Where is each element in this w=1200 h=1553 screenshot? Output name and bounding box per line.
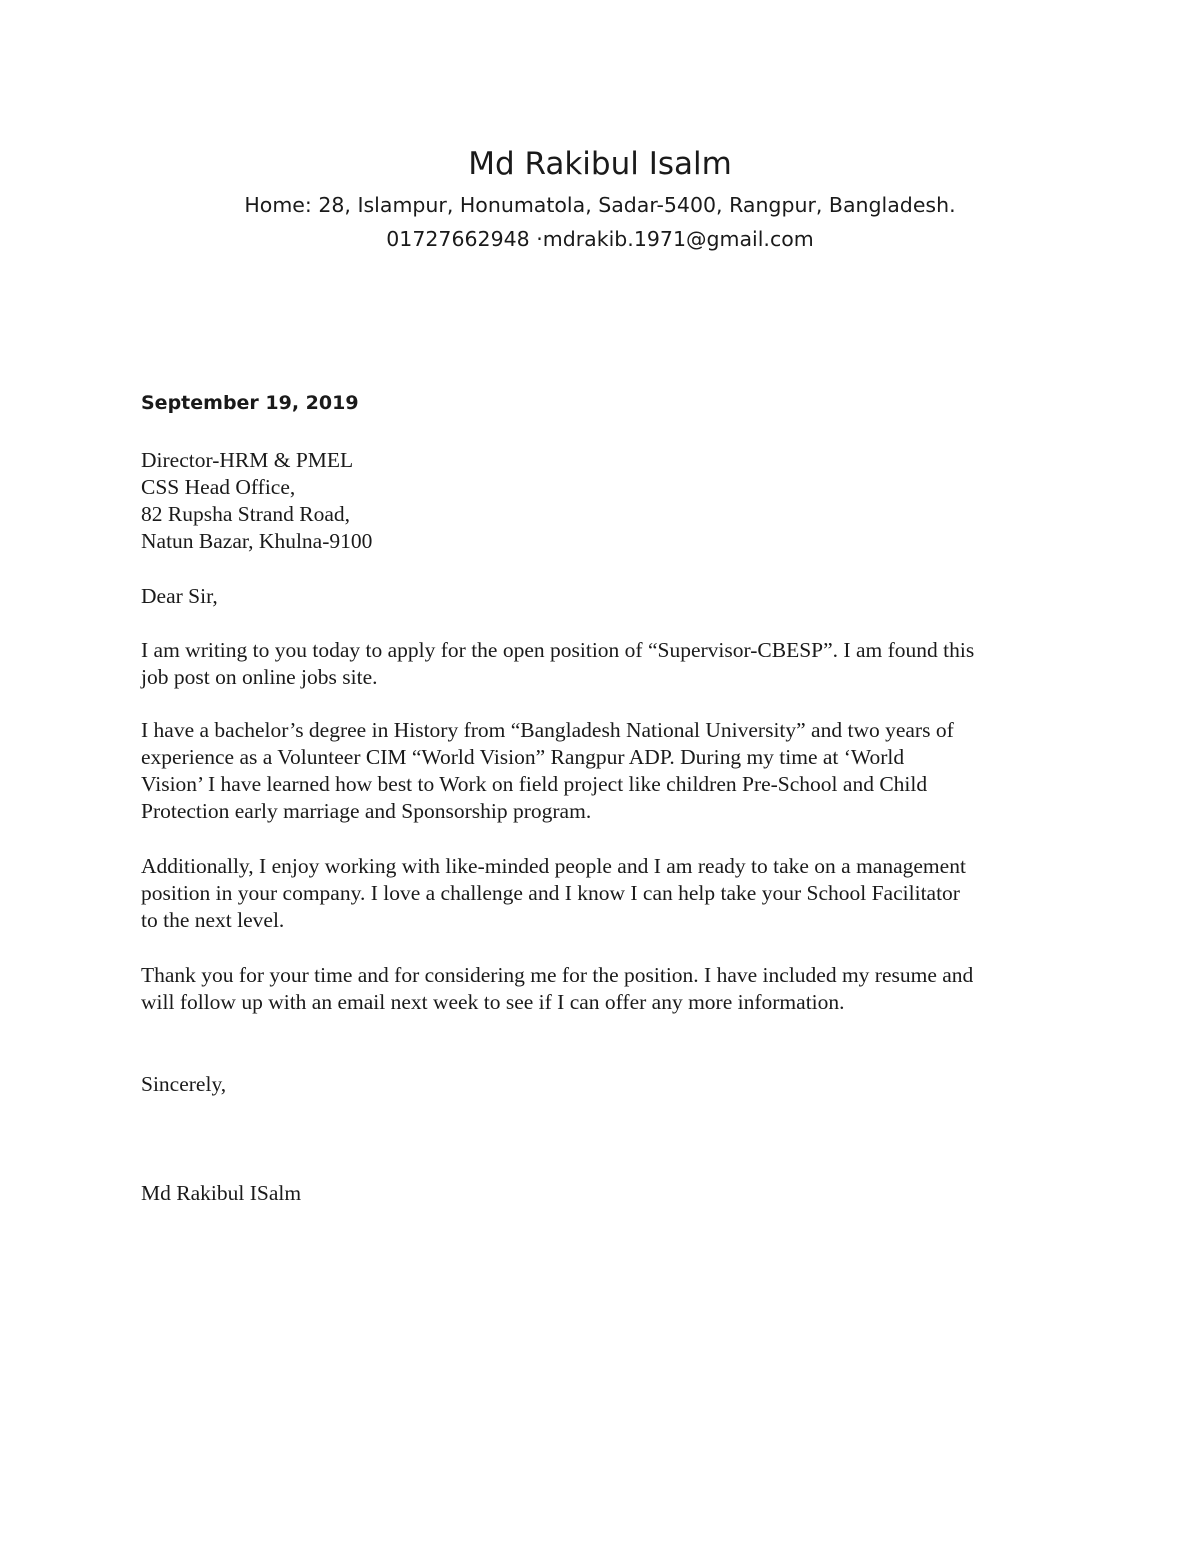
sender-name: Md Rakibul Isalm — [468, 146, 732, 182]
paragraph-line: to the next level. — [141, 908, 285, 932]
paragraph-line: Protection early marriage and Sponsorship program. — [141, 799, 592, 823]
recipient-line: Natun Bazar, Khulna-9100 — [141, 529, 373, 553]
body-paragraph — [141, 637, 1071, 691]
paragraph-line: I am writing to you today to apply for the open position of “Supervisor-CBESP”. I am found this — [141, 638, 975, 662]
recipient-address — [141, 447, 1071, 555]
sender-contact: 01727662948 ·mdrakib.1971@gmail.com — [386, 227, 814, 251]
salutation: Dear Sir, — [141, 584, 218, 608]
recipient-line: 82 Rupsha Strand Road, — [141, 502, 351, 526]
recipient-line: Director-HRM & PMEL — [141, 448, 354, 472]
signature-name: Md Rakibul ISalm — [141, 1181, 302, 1205]
paragraph-line: Thank you for your time and for considering me for the position. I have included my resume and — [141, 963, 974, 987]
body-paragraph — [141, 853, 1071, 934]
sender-address: Home: 28, Islampur, Honumatola, Sadar-5400, Rangpur, Bangladesh. — [244, 193, 956, 217]
paragraph-line: position in your company. I love a challenge and I know I can help take your School Facilitator — [141, 881, 960, 905]
paragraph-line: Additionally, I enjoy working with like-minded people and I am ready to take on a management — [141, 854, 966, 878]
body-paragraph — [141, 962, 1071, 1016]
paragraph-line: Vision’ I have learned how best to Work on field project like children Pre-School and Child — [141, 772, 928, 796]
paragraph-line: will follow up with an email next week to see if I can offer any more information. — [141, 990, 845, 1014]
paragraph-line: experience as a Volunteer CIM “World Vision” Rangpur ADP. During my time at ‘World — [141, 745, 905, 769]
closing: Sincerely, — [141, 1072, 227, 1096]
letter-date: September 19, 2019 — [141, 392, 359, 414]
body-paragraph — [141, 717, 1071, 825]
paragraph-line: job post on online jobs site. — [141, 665, 378, 689]
recipient-line: CSS Head Office, — [141, 475, 296, 499]
paragraph-line: I have a bachelor’s degree in History from “Bangladesh National University” and two years of — [141, 718, 954, 742]
